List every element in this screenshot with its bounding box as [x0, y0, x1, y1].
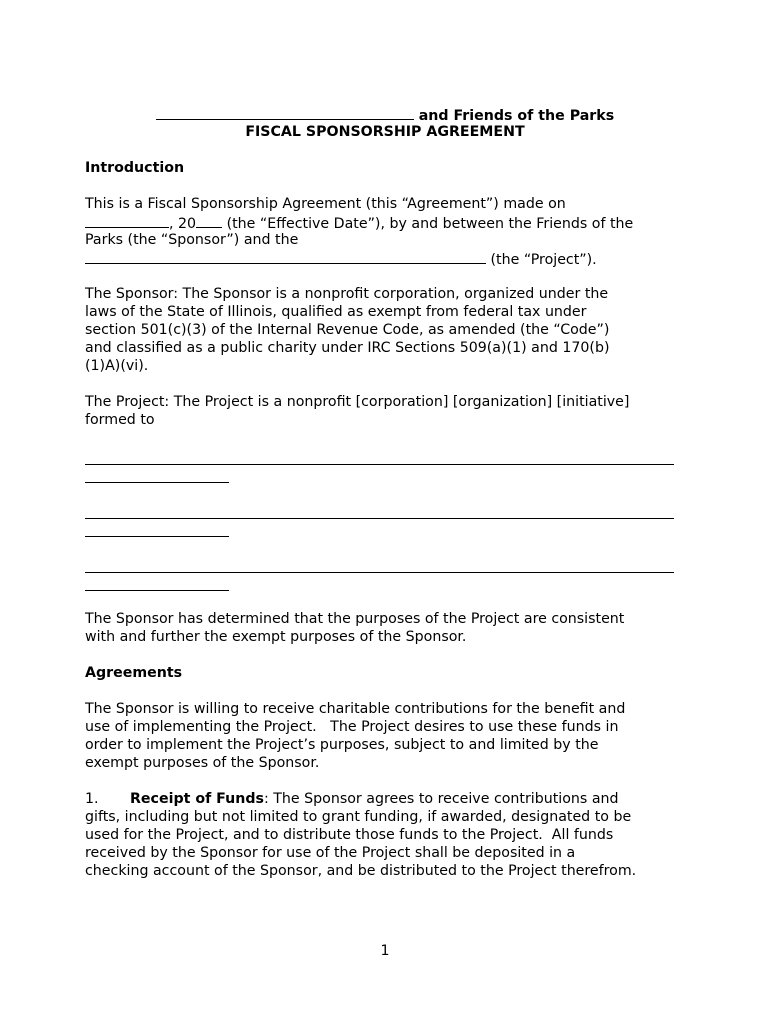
intro-p1-line-2	[85, 213, 633, 233]
project-suffix: (the “Project”).	[486, 252, 597, 268]
purpose-blank-line-2	[85, 518, 674, 519]
intro-p1-line-4	[85, 249, 597, 269]
sponsor-name-blank	[156, 105, 414, 120]
purpose-blank-line-3b	[85, 590, 229, 591]
item-1-number: 1.	[85, 791, 99, 807]
purpose-blank-line-1	[85, 464, 674, 465]
page-number: 1	[380, 943, 390, 959]
title-suffix: and Friends of the Parks	[413, 108, 615, 124]
sponsor-para-line: section 501(c)(3) of the Internal Revenue Code, as amended (the “Code”)	[85, 322, 610, 338]
willing-para-line: exempt purposes of the Sponsor.	[85, 755, 320, 771]
project-name-blank	[85, 249, 486, 264]
purpose-blank-line-3	[85, 572, 674, 573]
sponsor-para-line: (1)A)(vi).	[85, 358, 149, 374]
sponsor-para-line: The Sponsor: The Sponsor is a nonprofit corporation, organized under the	[85, 286, 609, 302]
item-1-line: received by the Sponsor for use of the Project shall be deposited in a	[85, 845, 576, 861]
determined-para-line: with and further the exempt purposes of the Sponsor.	[85, 629, 467, 645]
item-1-first-rest: : The Sponsor agrees to receive contributions and	[263, 791, 619, 807]
date-blank	[85, 213, 169, 228]
title-line-2: FISCAL SPONSORSHIP AGREEMENT	[245, 124, 525, 140]
willing-para-line: use of implementing the Project. The Project desires to use these funds in	[85, 719, 619, 735]
intro-heading: Introduction	[85, 160, 185, 176]
willing-para-line: The Sponsor is willing to receive charitable contributions for the benefit and	[85, 701, 626, 717]
determined-para-line: The Sponsor has determined that the purposes of the Project are consistent	[85, 611, 625, 627]
sponsor-para-line: laws of the State of Illinois, qualified as exempt from federal tax under	[85, 304, 587, 320]
item-1-line: checking account of the Sponsor, and be distributed to the Project therefrom.	[85, 863, 637, 879]
intro-p1-line-3: Parks (the “Sponsor”) and the	[85, 232, 299, 248]
sponsor-para-line: and classified as a public charity under IRC Sections 509(a)(1) and 170(b)	[85, 340, 610, 356]
project-para-line: formed to	[85, 412, 155, 428]
purpose-blank-line-2b	[85, 536, 229, 537]
effective-date-text: (the “Effective Date”), by and between the Friends of the	[222, 216, 634, 232]
intro-p1-line-1: This is a Fiscal Sponsorship Agreement (this “Agreement”) made on	[85, 196, 566, 212]
agreements-heading: Agreements	[85, 665, 183, 681]
item-1-line: gifts, including but not limited to grant funding, if awarded, designated to be	[85, 809, 632, 825]
item-1-line: used for the Project, and to distribute those funds to the Project. All funds	[85, 827, 614, 843]
year-blank	[196, 213, 222, 228]
title-line-1	[0, 105, 770, 125]
item-1-first-line	[85, 790, 619, 808]
purpose-blank-line-1b	[85, 482, 229, 483]
year-prefix: , 20	[169, 216, 197, 232]
item-1-title: Receipt of Funds	[130, 791, 264, 807]
project-para-line: The Project: The Project is a nonprofit [corporation] [organization] [initiative]	[85, 394, 630, 410]
willing-para-line: order to implement the Project’s purposes, subject to and limited by the	[85, 737, 599, 753]
